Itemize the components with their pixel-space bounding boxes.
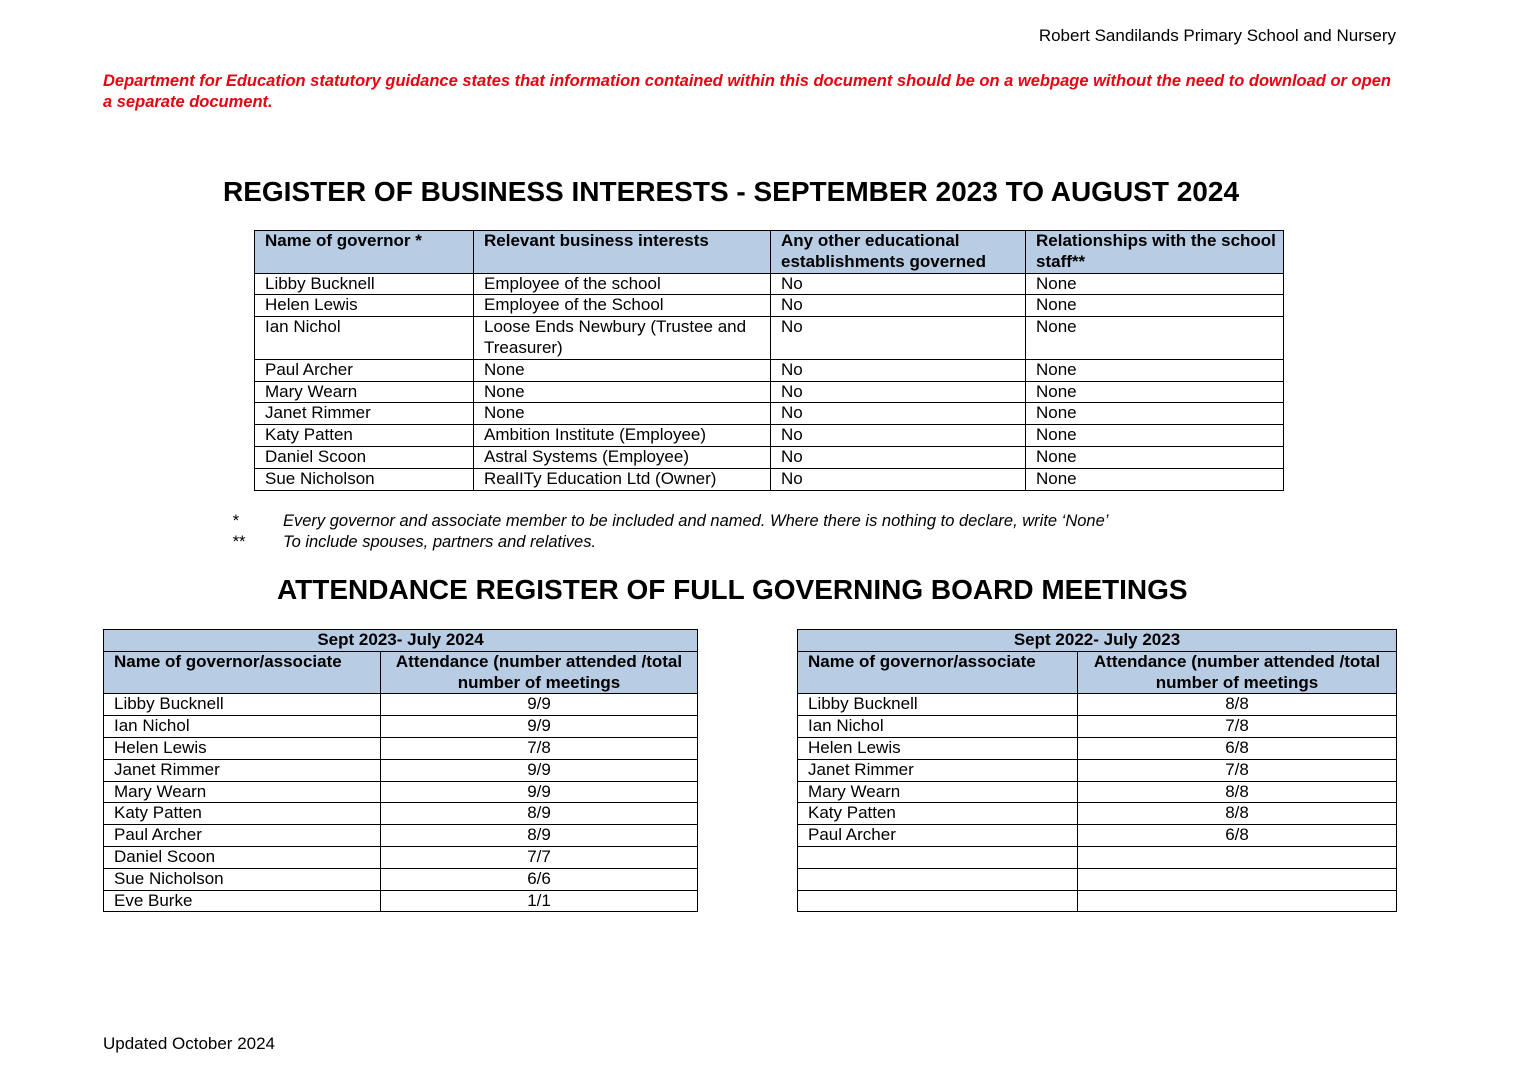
table-row xyxy=(104,759,698,781)
footnote-text: To include spouses, partners and relatives. xyxy=(283,533,597,551)
table-cell: Astral Systems (Employee) xyxy=(474,446,771,468)
attendance-value: 7/8 xyxy=(1078,759,1397,781)
table-cell: Sue Nicholson xyxy=(255,468,474,490)
table-cell: None xyxy=(474,381,771,403)
table-cell: Daniel Scoon xyxy=(255,446,474,468)
table-cell: Loose Ends Newbury (Trustee and Treasurer) xyxy=(474,317,771,360)
attendance-register-title: ATTENDANCE REGISTER OF FULL GOVERNING BOARD MEETINGS xyxy=(277,574,1188,605)
column-header: Relevant business interests xyxy=(474,231,771,274)
table-row xyxy=(104,825,698,847)
column-header: Attendance (number attended /total number of meetings xyxy=(1078,651,1397,694)
business-header-row xyxy=(255,231,1284,274)
table-cell: Katy Patten xyxy=(255,425,474,447)
governor-name: Paul Archer xyxy=(798,825,1078,847)
table-cell: RealITy Education Ltd (Owner) xyxy=(474,468,771,490)
governor-name: Helen Lewis xyxy=(104,737,381,759)
governor-name: Janet Rimmer xyxy=(798,759,1078,781)
table-cell: None xyxy=(1026,446,1284,468)
table-cell: None xyxy=(1026,317,1284,360)
attendance-value: 7/8 xyxy=(381,737,698,759)
table-row xyxy=(255,425,1284,447)
attendance-value: 9/9 xyxy=(381,694,698,716)
governor-name: Libby Bucknell xyxy=(104,694,381,716)
column-header: Name of governor * xyxy=(255,231,474,274)
table-cell: Helen Lewis xyxy=(255,295,474,317)
attendance-value: 1/1 xyxy=(381,890,698,912)
table-row xyxy=(104,781,698,803)
table-row xyxy=(104,803,698,825)
table-cell: None xyxy=(1026,468,1284,490)
table-cell: Ambition Institute (Employee) xyxy=(474,425,771,447)
footnote-text: Every governor and associate member to be included and named. Where there is nothing to declare, write ‘None’ xyxy=(283,512,1109,530)
table-cell: No xyxy=(771,403,1026,425)
table-cell: No xyxy=(771,359,1026,381)
table-cell: Paul Archer xyxy=(255,359,474,381)
table-cell: No xyxy=(771,468,1026,490)
table-cell: Mary Wearn xyxy=(255,381,474,403)
attendance-value: 6/8 xyxy=(1078,825,1397,847)
table-row xyxy=(255,317,1284,360)
attendance-value: 9/9 xyxy=(381,759,698,781)
governor-name: Katy Patten xyxy=(798,803,1078,825)
table-cell: No xyxy=(771,381,1026,403)
column-header: Name of governor/associate xyxy=(798,651,1078,694)
attendance-period: Sept 2023- July 2024 xyxy=(104,630,698,652)
attendance-value: 8/9 xyxy=(381,803,698,825)
attendance-value xyxy=(1078,890,1397,912)
attendance-value: 8/8 xyxy=(1078,781,1397,803)
governor-name: Daniel Scoon xyxy=(104,846,381,868)
governor-name xyxy=(798,868,1078,890)
column-header: Relationships with the school staff** xyxy=(1026,231,1284,274)
attendance-value: 9/9 xyxy=(381,781,698,803)
governor-name xyxy=(798,846,1078,868)
table-cell: None xyxy=(474,359,771,381)
table-row xyxy=(798,803,1397,825)
table-cell: Janet Rimmer xyxy=(255,403,474,425)
table-row xyxy=(104,694,698,716)
attendance-value: 7/8 xyxy=(1078,716,1397,738)
governor-name: Ian Nichol xyxy=(104,716,381,738)
table-row xyxy=(104,716,698,738)
table-row xyxy=(798,781,1397,803)
table-row xyxy=(104,890,698,912)
table-cell: None xyxy=(1026,403,1284,425)
table-row xyxy=(255,295,1284,317)
business-interests-table xyxy=(254,230,1284,491)
table-row xyxy=(255,446,1284,468)
table-cell: Ian Nichol xyxy=(255,317,474,360)
governor-name: Ian Nichol xyxy=(798,716,1078,738)
attendance-period: Sept 2022- July 2023 xyxy=(798,630,1397,652)
table-cell: No xyxy=(771,295,1026,317)
governor-name: Janet Rimmer xyxy=(104,759,381,781)
table-cell: None xyxy=(1026,381,1284,403)
attendance-value xyxy=(1078,846,1397,868)
attendance-value: 6/8 xyxy=(1078,737,1397,759)
table-cell: None xyxy=(1026,273,1284,295)
attendance-table-2022-2023 xyxy=(797,629,1397,912)
governor-name: Mary Wearn xyxy=(798,781,1078,803)
school-name: Robert Sandilands Primary School and Nursery xyxy=(1038,26,1396,45)
table-row xyxy=(798,694,1397,716)
table-row xyxy=(255,381,1284,403)
table-cell: Employee of the School xyxy=(474,295,771,317)
table-row xyxy=(798,737,1397,759)
column-header: Name of governor/associate xyxy=(104,651,381,694)
attendance-value: 8/8 xyxy=(1078,694,1397,716)
table-cell: No xyxy=(771,425,1026,447)
attendance-value xyxy=(1078,868,1397,890)
table-cell: Employee of the school xyxy=(474,273,771,295)
column-header: Attendance (number attended /total number of meetings xyxy=(381,651,698,694)
table-cell: No xyxy=(771,317,1026,360)
attendance-value: 7/7 xyxy=(381,846,698,868)
table-cell: No xyxy=(771,273,1026,295)
table-row xyxy=(798,846,1397,868)
table-cell: None xyxy=(1026,425,1284,447)
table-cell: Libby Bucknell xyxy=(255,273,474,295)
table-row xyxy=(255,273,1284,295)
footnotes xyxy=(232,511,1108,553)
table-cell: None xyxy=(1026,295,1284,317)
governor-name xyxy=(798,890,1078,912)
updated-date: Updated October 2024 xyxy=(103,1034,276,1053)
table-row xyxy=(104,737,698,759)
business-register-title: REGISTER OF BUSINESS INTERESTS - SEPTEMBER 2023 TO AUGUST 2024 xyxy=(223,176,1240,207)
footnote-mark: * xyxy=(232,512,239,530)
table-cell: None xyxy=(474,403,771,425)
table-row xyxy=(798,868,1397,890)
governor-name: Eve Burke xyxy=(104,890,381,912)
attendance-value: 8/8 xyxy=(1078,803,1397,825)
table-row xyxy=(104,846,698,868)
footnote xyxy=(232,511,1108,532)
governor-name: Libby Bucknell xyxy=(798,694,1078,716)
attendance-value: 8/9 xyxy=(381,825,698,847)
footnote xyxy=(232,532,1108,553)
governor-name: Mary Wearn xyxy=(104,781,381,803)
footnote-mark: ** xyxy=(232,533,245,551)
attendance-value: 6/6 xyxy=(381,868,698,890)
table-row xyxy=(104,868,698,890)
table-cell: None xyxy=(1026,359,1284,381)
table-row xyxy=(798,890,1397,912)
governor-name: Katy Patten xyxy=(104,803,381,825)
table-row xyxy=(255,359,1284,381)
governor-name: Paul Archer xyxy=(104,825,381,847)
governor-name: Sue Nicholson xyxy=(104,868,381,890)
attendance-table-2023-2024 xyxy=(103,629,698,912)
table-cell: No xyxy=(771,446,1026,468)
table-row xyxy=(798,716,1397,738)
governor-name: Helen Lewis xyxy=(798,737,1078,759)
table-row xyxy=(798,825,1397,847)
attendance-value: 9/9 xyxy=(381,716,698,738)
column-header: Any other educational establishments governed xyxy=(771,231,1026,274)
table-row xyxy=(255,468,1284,490)
table-row xyxy=(798,759,1397,781)
statutory-notice: Department for Education statutory guidance states that information contained within this document should be on a webpage without the need to download or open a separate document. xyxy=(103,72,1391,111)
table-row xyxy=(255,403,1284,425)
